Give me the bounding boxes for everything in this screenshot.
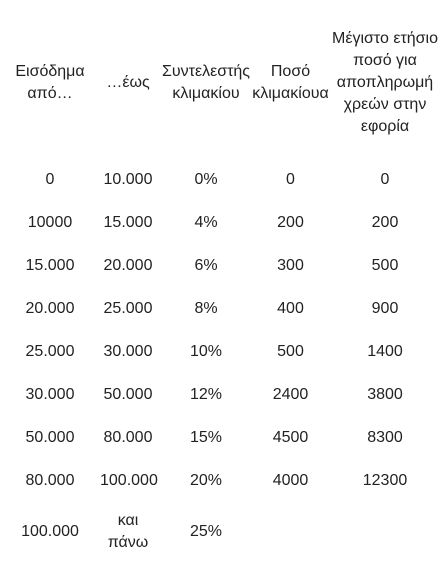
- cell-bracket-amount: 4000: [272, 471, 309, 489]
- cell-from: 20.000: [25, 299, 75, 317]
- cell-to: 10.000: [103, 170, 153, 188]
- table-row: [0, 330, 445, 373]
- cell-from: 0: [45, 170, 55, 188]
- cell-max-annual: 900: [371, 299, 399, 317]
- cell-rate: 0%: [194, 170, 218, 188]
- cell-rate: 20%: [189, 471, 223, 489]
- cell-from: 15.000: [25, 256, 75, 274]
- cell-to: 80.000: [103, 428, 153, 446]
- cell-rate: 4%: [194, 213, 218, 231]
- table-row: [0, 373, 445, 416]
- cell-max-annual: [325, 502, 445, 562]
- cell-max-annual: 3800: [367, 385, 403, 403]
- cell-bracket-amount: 400: [277, 299, 304, 317]
- header-income-to: …έως: [106, 74, 150, 91]
- cell-to: 20.000: [103, 256, 153, 274]
- table-header: [0, 8, 445, 158]
- cell-from: 10000: [27, 213, 73, 231]
- cell-to: 15.000: [103, 213, 153, 231]
- header-bracket-amount: Ποσό κλιμακίουα: [252, 63, 329, 102]
- header-max-annual-amount: Μέγιστο ετήσιο ποσό για αποπληρωμή χρεών στην εφορία: [331, 30, 438, 135]
- table-row: [0, 287, 445, 330]
- cell-from: 100.000: [21, 523, 79, 540]
- header-row: [0, 8, 445, 158]
- table-body: [0, 158, 445, 562]
- cell-from: 50.000: [25, 428, 75, 446]
- cell-bracket-amount: 500: [277, 342, 304, 360]
- cell-to: 50.000: [103, 385, 153, 403]
- cell-max-annual: 8300: [367, 428, 403, 446]
- table-row: [0, 502, 445, 562]
- cell-bracket-amount: [256, 502, 325, 562]
- cell-bracket-amount: 300: [277, 256, 304, 274]
- cell-to: 30.000: [103, 342, 153, 360]
- cell-max-annual: 12300: [362, 471, 408, 489]
- table-row: [0, 416, 445, 459]
- cell-rate: 25%: [189, 523, 223, 540]
- cell-from: 25.000: [25, 342, 75, 360]
- cell-bracket-amount: 200: [277, 213, 304, 231]
- cell-max-annual: 0: [380, 170, 390, 188]
- cell-rate: 8%: [194, 299, 218, 317]
- cell-from: 30.000: [25, 385, 75, 403]
- cell-bracket-amount: 2400: [272, 385, 309, 403]
- cell-bracket-amount: 4500: [272, 428, 309, 446]
- cell-rate: 10%: [189, 342, 223, 360]
- cell-to: 25.000: [103, 299, 153, 317]
- cell-max-annual: 200: [371, 213, 399, 231]
- table-row: [0, 201, 445, 244]
- cell-rate: 15%: [189, 428, 223, 446]
- cell-bracket-amount: 0: [286, 170, 295, 188]
- tax-brackets-table: [0, 8, 445, 562]
- cell-to: 100.000: [100, 471, 158, 489]
- table-row: [0, 158, 445, 201]
- header-income-from: Εισόδημα από…: [15, 63, 85, 102]
- header-bracket-rate: Συντελεστής κλιμακίου: [161, 63, 251, 102]
- table-row: [0, 244, 445, 287]
- cell-to: και πάνω: [107, 512, 149, 551]
- cell-max-annual: 1400: [367, 342, 403, 360]
- cell-max-annual: 500: [371, 256, 399, 274]
- cell-from: 80.000: [25, 471, 75, 489]
- table-row: [0, 459, 445, 502]
- cell-rate: 12%: [189, 385, 223, 403]
- cell-rate: 6%: [194, 256, 218, 274]
